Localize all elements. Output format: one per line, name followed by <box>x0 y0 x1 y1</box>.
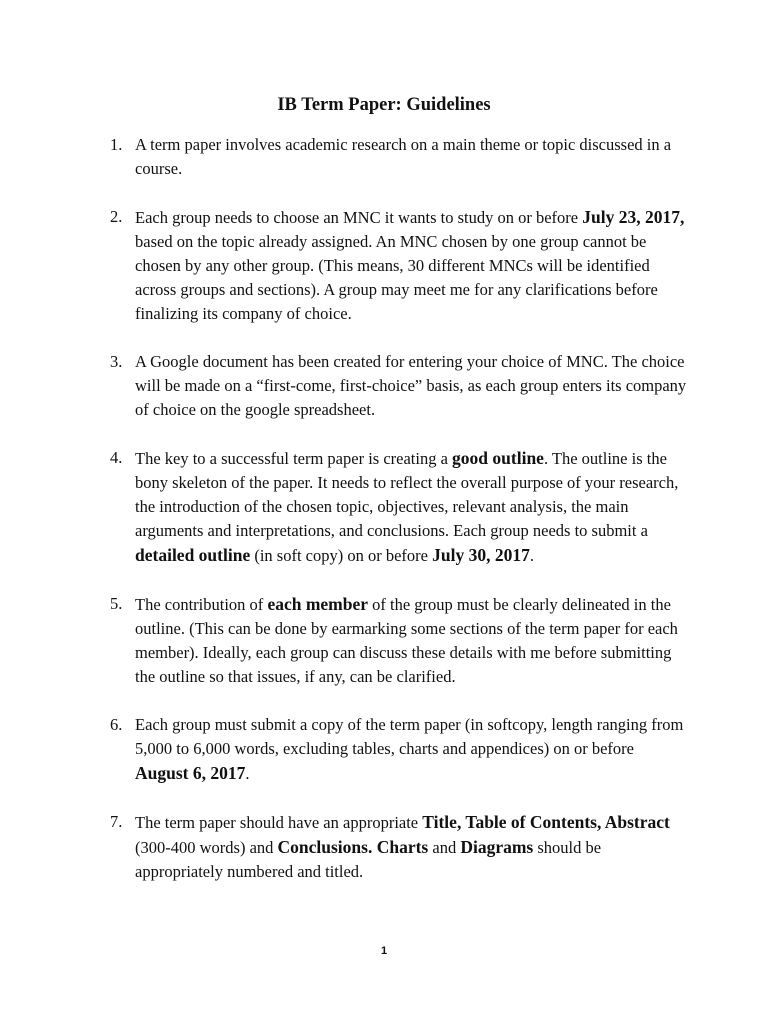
body-text: Each group needs to choose an MNC it wants to study on or before <box>135 208 583 227</box>
guideline-text <box>135 449 678 565</box>
body-text: The key to a successful term paper is creating a <box>135 449 453 468</box>
guideline-item <box>110 133 690 181</box>
page-number: 1 <box>380 945 388 957</box>
body-text: Each group must submit a copy of the term paper (in softcopy, length ranging from 5,000 to 6,000 words, excluding tables, charts and appendices) on or before <box>135 715 684 758</box>
guideline-number: 5. <box>110 594 123 613</box>
body-text: . The outline is the bony skeleton of the paper. It needs to reflect the overall purpose of your research, the introduction of the chosen topic, objectives, relevant analysis, the main arguments and interpretations, and conclusions. Each group needs to submit a <box>135 449 679 540</box>
body-text: of the group must be clearly delineated in the outline. (This can be done by earmarking some sections of the term paper for each member). Ideally, each group can discuss these details with me before submitting the outline so that issues, if any, can be clarified. <box>135 595 678 686</box>
guideline-text <box>135 715 683 783</box>
guideline-text <box>135 595 678 686</box>
emphasis-text: July 30, 2017 <box>432 545 530 565</box>
body-text: . <box>529 546 534 565</box>
emphasis-text: detailed outline <box>135 545 251 565</box>
body-text: should be appropriately numbered and titled. <box>135 838 602 881</box>
body-text: and <box>428 838 461 857</box>
guideline-number: 2. <box>110 207 123 226</box>
body-text: (in soft copy) on or before <box>250 546 433 565</box>
guideline-text <box>135 813 670 881</box>
guideline-text <box>135 352 686 419</box>
guideline-number: 6. <box>110 715 123 734</box>
guideline-number: 7. <box>110 812 123 831</box>
guideline-item <box>110 446 690 568</box>
emphasis-text: Diagrams <box>460 837 534 857</box>
document-title: IB Term Paper: Guidelines <box>277 95 491 115</box>
emphasis-text: Title, Table of Contents, Abstract <box>422 812 670 832</box>
body-text: The contribution of <box>135 595 268 614</box>
emphasis-text: July 23, 2017, <box>582 207 685 227</box>
guideline-item <box>110 205 690 326</box>
emphasis-text: each member <box>267 594 369 614</box>
emphasis-text: August 6, 2017 <box>135 763 246 783</box>
guideline-number: 3. <box>110 352 123 371</box>
body-text: (300-400 words) and <box>135 838 278 857</box>
body-text: A Google document has been created for entering your choice of MNC. The choice will be made on a “first-come, first-choice” basis, as each group enters its company of choice on the google spreadsheet. <box>135 352 687 419</box>
guideline-item <box>110 713 690 786</box>
body-text: A term paper involves academic research on a main theme or topic discussed in a course. <box>135 135 672 178</box>
guideline-item <box>110 350 690 422</box>
body-text: . <box>245 764 250 783</box>
guideline-text <box>135 208 684 323</box>
body-text: The term paper should have an appropriate <box>135 813 423 832</box>
emphasis-text: Conclusions. Charts <box>277 837 429 857</box>
guideline-number: 4. <box>110 448 123 467</box>
guideline-item <box>110 810 690 884</box>
guideline-item <box>110 592 690 689</box>
guideline-text <box>135 135 671 178</box>
body-text: based on the topic already assigned. An MNC chosen by one group cannot be chosen by any other group. (This means, 30 different MNCs will be identified across groups and sections). A group may meet me for any clarifications before finalizing its company of choice. <box>135 232 658 323</box>
emphasis-text: good outline <box>452 448 544 468</box>
guideline-number: 1. <box>110 135 123 154</box>
guidelines-list <box>110 133 690 908</box>
